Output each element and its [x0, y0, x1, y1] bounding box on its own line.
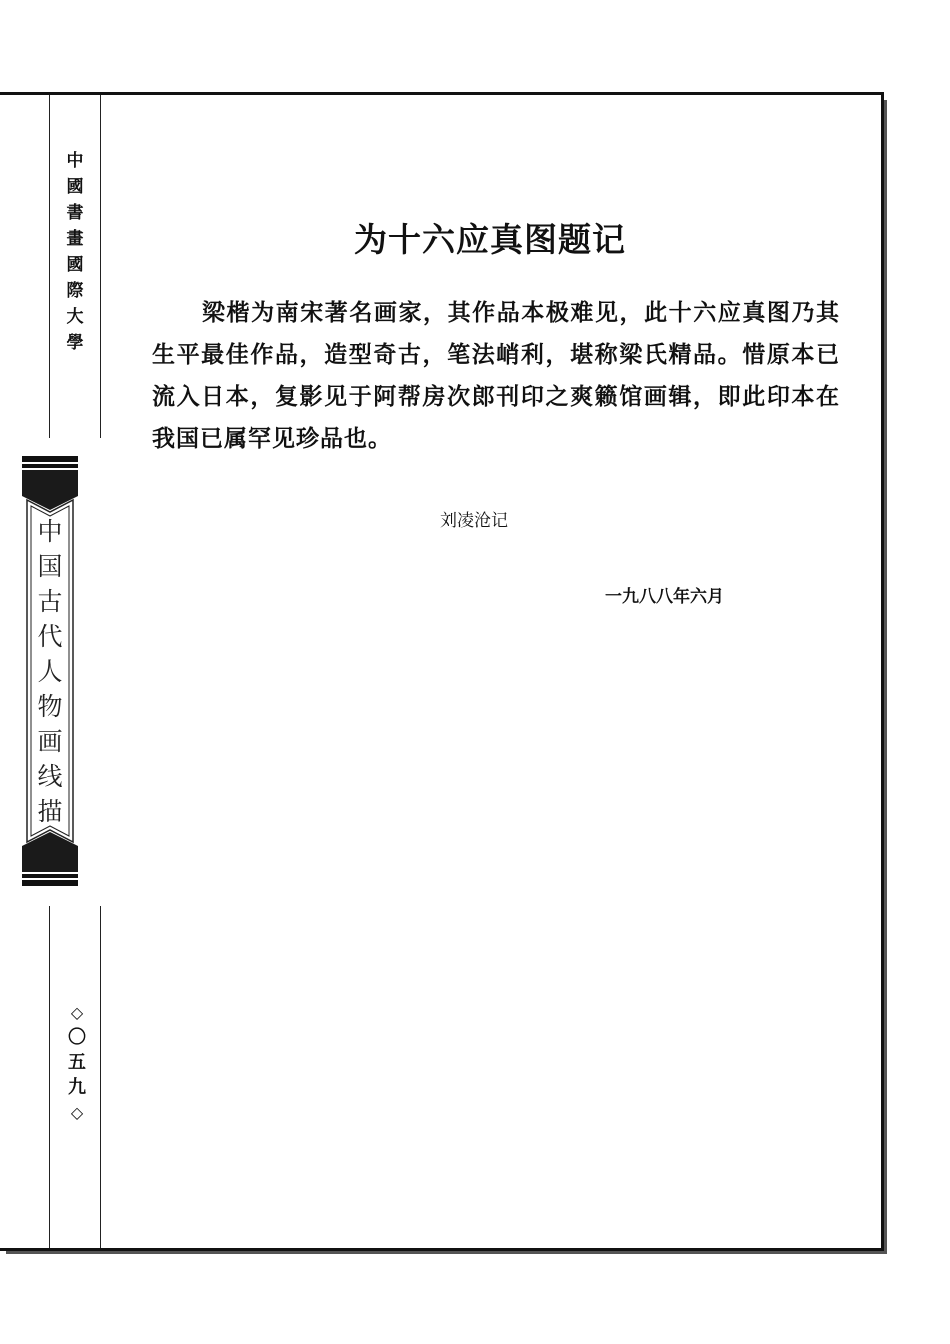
page-number-char: 〇 — [68, 1027, 86, 1048]
spine-header-char: 中 — [66, 151, 84, 171]
title-block-bar — [22, 464, 78, 468]
spine-title-char: 线 — [37, 762, 63, 791]
frame-top-border — [0, 92, 884, 95]
page-number-char: 九 — [68, 1077, 86, 1098]
spine-title-char: 物 — [37, 692, 63, 721]
spine-header-char: 學 — [66, 333, 84, 353]
spine-title-char: 中 — [37, 517, 63, 546]
spine-header-char: 書 — [66, 203, 84, 223]
frame-shadow-bottom — [6, 1251, 887, 1254]
author-signature: 刘凌沧记 — [440, 511, 508, 531]
spine-title-char: 古 — [37, 587, 63, 616]
spine-header-char: 際 — [66, 281, 84, 301]
document-date: 一九八八年六月 — [605, 587, 724, 607]
spine-title-char: 人 — [37, 657, 63, 686]
spine-title-block — [22, 456, 78, 886]
diamond-icon: ◇ — [70, 1103, 84, 1122]
spine-header-char: 畫 — [66, 229, 84, 249]
page-number-char: 五 — [68, 1052, 86, 1073]
spine-header — [63, 148, 87, 356]
spine-header-char: 大 — [66, 307, 84, 327]
spine-title-char: 代 — [37, 622, 63, 651]
title-block-bar — [22, 456, 78, 462]
document-body: 梁楷为南宋著名画家，其作品本极难见，此十六应真图乃其生平最佳作品，造型奇古，笔法峭利，堪称梁氏精品。惜原本已流入日本，复影见于阿帮房次郎刊印之爽籁馆画辑，即此印本在我国已属罕见珍品也。 — [152, 300, 840, 452]
frame-shadow-right — [884, 100, 887, 1254]
diamond-icon: ◇ — [70, 1003, 84, 1022]
document-title: 为十六应真图题记 — [354, 220, 626, 259]
spine-title — [22, 514, 78, 829]
page-number — [62, 1000, 92, 1125]
title-block-bar — [22, 874, 78, 878]
spine-header-char: 國 — [66, 255, 84, 275]
spine-header-char: 國 — [66, 177, 84, 197]
spine-title-char: 描 — [37, 797, 63, 826]
spine-title-char: 国 — [37, 552, 63, 581]
title-block-bar — [22, 880, 78, 886]
spine-title-char: 画 — [37, 727, 63, 756]
